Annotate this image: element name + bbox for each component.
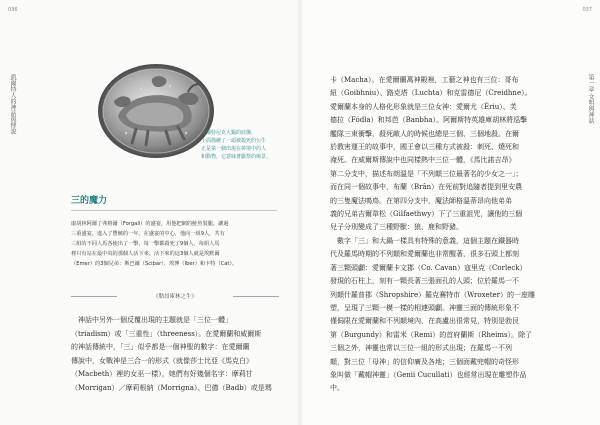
section-rule [71,210,277,211]
text-line: 三組的不同人馬各使出了一擊，每一擊都殺死了9個人，每組人馬 [71,241,220,247]
text-line: 中。 [330,384,344,393]
running-head-left: 凱爾特人的神話與傳說 [9,74,16,134]
text-line: 艦隊三束衝擊，殺死敵人的時候也總是三個、三個地殺。在爾 [330,129,519,138]
caption-line: 和動物，它意味著獻祭的場景。 [201,154,272,160]
text-line: 數字「三」和大鍋一樣具有特殊的意義，這個主題在鐵器時 [330,236,519,245]
body-text-right [330,74,576,396]
text-line: 的三隻魔法鳴鳥。在第四分支中，魔法師格溫蒂昂向他弟弟 [330,196,512,205]
divider-left [71,296,117,297]
text-line: 列顛什羅普郡（Shropshire）羅克賽特市（Wroxeter）的一座雕 [330,290,536,299]
text-line: 於教害運王的故事中，國王會以三種方式被殺：刺死、燒死和 [330,143,519,152]
book-gutter [296,0,304,425]
text-line: （triadism）或「三重性」（threeness）。在愛爾蘭和威爾斯 [71,329,262,338]
text-line: 神話中另外一個反覆出現的主題就是「三位一體」 [71,316,232,324]
text-line: （Emer）的3個兄弟：斯巴爾（Scibar）、埃博（Iber）和卡特（Cat）。 [71,261,238,267]
caption-line: 古爾特尼克大鍋的底盤， [201,130,257,136]
text-line: 兒子分別變成了三種野獸：狼、鹿和野豬。 [330,223,463,232]
sidebar-end-label: 《勒昂庫林之牛》 [152,294,197,300]
text-line: （Macbeth）裡的女巫一樣），她們有好幾個名字：摩莉甘 [71,370,253,378]
sidebar-end-marker [71,290,279,302]
cauldron-plate-image [96,61,216,161]
text-line: 第二分支中，描述布朗溫是「不列顛三位最著名的少女之一」； [330,169,523,178]
body-text-left [71,314,283,395]
text-line: 裡只有站在最中央的那個人活下來。活下來的這3個人就是埃默爾 [71,251,220,257]
text-line: 紐（Goibhniu）、路克塔（Luchta）和克雷德尼（Creidhne）。 [330,89,532,98]
text-line: 三重盛宴，進入了豐饒的一年。在盛宴的中心，他向一組9人，共有 [71,231,225,237]
text-line: 康胡林阿爾了弗格爾（Forgall）的盛宴，用他把網的鮭魚裝腿，讓過 [71,221,229,227]
text-line: 第（Burgundy）和雷米（Remi）的首府蘭斯（Rheims）。除了 [330,330,533,339]
text-line: 發現的石柱上，刻有一顆長著三張面孔的人頭；位於羅馬一不 [330,277,519,286]
text-line: 而在同一個故事中，布蘭（Brân）在死前對追隨者提到里安農 [330,183,523,192]
text-line: 代及羅馬時期的不列顛和愛爾蘭也非常醒著，很多石頭上都刻 [330,250,519,259]
section-title: 三的魔力 [71,196,108,206]
caption-line: 上面描繪了一頭被殺死的公牛 [201,138,267,144]
divider-right [233,296,279,297]
text-line: 義的兄弟吉爾韋松（Gilfaethwy）下了三重詛咒，讓他的三個 [330,210,523,219]
text-line: 的神話傳統中，「三」似乎都是一個神聖的數字：在愛爾蘭 [71,343,250,351]
text-line: 愛爾蘭本身的人格化形象就是三位女神：愛爾尤（Ériu）、芙 [330,102,517,111]
text-line: 三個之外，神靈也常以三位一組的形式出現；在羅馬一不列 [330,344,512,353]
text-line: 顛，對三位「母神」的信仰廣及各地；三個面戴兜帽的奇怪形 [330,357,519,366]
text-line: 傳說中，女戰神是三合一的形式（就像莎士比亞《馬克白》 [71,356,253,365]
text-line: （Morrigan）／摩莉根納（Morrigna）、巴德（Badb）或是瑪 [71,383,272,392]
sidebar-paragraph [71,219,281,269]
running-head-right: 第一章 文明與神話 [587,74,594,124]
text-line: 德拉（Fódla）和邦芭（Banbha）。阿爾斯特英雄庫胡林將巡擊 [330,116,528,125]
text-line: 淹死。在威爾斯傳說中也同樣熱中三位一體，《馬比諾吉昂》 [330,156,516,165]
text-line: 著三顆頭顱：愛爾蘭卡文郡（Co. Cavan）寇里克（Corleck） [330,263,527,272]
text-line: 僅侷限在愛爾蘭和不列顛境內，在高盧出很常見，特別是勃艮 [330,317,519,326]
text-line: 象叫做「戴帽神靈」（Genii Cucullati）也經常出現在雕塑作品 [330,370,527,379]
page-number-left: 036 [8,7,18,13]
page-number-right: 037 [582,7,592,13]
text-line: 卡（Macha）。在愛爾蘭萬神殿裡，工藝之神也有三位：哥布 [330,76,519,84]
text-line: 塑，呈現了三顆一模一樣的相連頭顱。神靈三面的傳統形象不 [330,303,519,312]
caption-line: 正是第一個出現在夢境中的人 [201,146,267,152]
figure-caption [201,129,280,161]
